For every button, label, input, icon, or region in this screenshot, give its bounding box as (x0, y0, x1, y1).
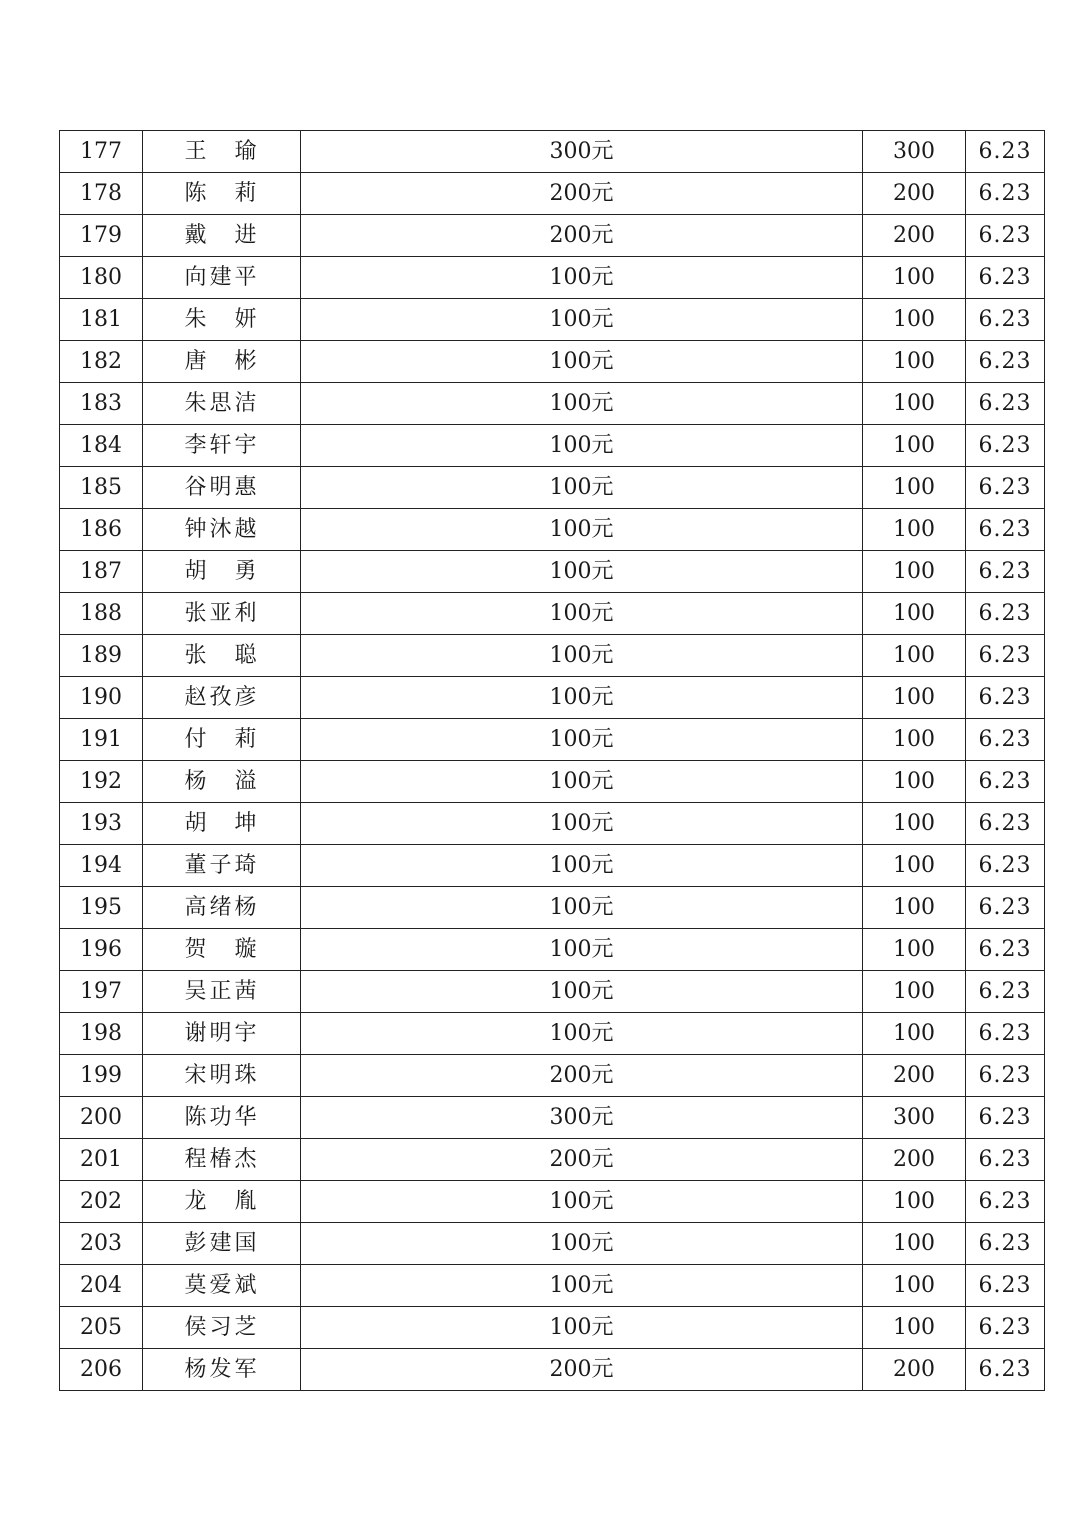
donor-name-cell (143, 971, 301, 1013)
donor-name: 张亚利 (184, 600, 259, 626)
donor-name: 谷明惠 (184, 474, 259, 500)
donation-date-cell: 6.23 (966, 341, 1045, 383)
donation-date-cell: 6.23 (966, 719, 1045, 761)
donor-name-cell (143, 593, 301, 635)
donation-amount-cell: 100 (863, 383, 966, 425)
donation-amount-cell: 200 (863, 1349, 966, 1391)
serial-number-cell: 194 (60, 845, 143, 887)
donation-amount-text-cell: 100元 (301, 635, 863, 677)
donation-amount-text-cell: 100元 (301, 551, 863, 593)
donor-name-cell (143, 887, 301, 929)
donor-name: 谢明宇 (184, 1020, 259, 1046)
donation-table (59, 130, 1045, 1391)
donor-name: 杨发军 (184, 1356, 259, 1382)
donor-name: 李轩宇 (184, 432, 259, 458)
table-row (60, 173, 1045, 215)
donation-amount-text-cell: 100元 (301, 467, 863, 509)
donor-name: 唐 彬 (184, 348, 259, 374)
table-row (60, 593, 1045, 635)
donation-amount-text-cell: 200元 (301, 1055, 863, 1097)
serial-number-cell: 190 (60, 677, 143, 719)
table-row (60, 215, 1045, 257)
donor-name: 陈功华 (184, 1104, 259, 1130)
donor-name-cell (143, 761, 301, 803)
donor-name-cell (143, 803, 301, 845)
donation-date-cell: 6.23 (966, 1013, 1045, 1055)
donor-name: 付 莉 (184, 726, 259, 752)
donor-name-cell (143, 845, 301, 887)
donation-amount-cell: 200 (863, 1139, 966, 1181)
donation-amount-cell: 100 (863, 677, 966, 719)
serial-number-cell: 181 (60, 299, 143, 341)
table-row (60, 971, 1045, 1013)
donation-amount-cell: 100 (863, 467, 966, 509)
donation-amount-cell: 100 (863, 425, 966, 467)
donation-date-cell: 6.23 (966, 677, 1045, 719)
serial-number-cell: 202 (60, 1181, 143, 1223)
donor-name: 戴 进 (184, 222, 259, 248)
donor-name-cell (143, 467, 301, 509)
donor-name: 侯习芝 (184, 1314, 259, 1340)
donation-amount-cell: 100 (863, 887, 966, 929)
donor-name-cell (143, 1265, 301, 1307)
serial-number-cell: 195 (60, 887, 143, 929)
table-row (60, 1097, 1045, 1139)
serial-number-cell: 178 (60, 173, 143, 215)
table-row (60, 761, 1045, 803)
donation-amount-text-cell: 100元 (301, 719, 863, 761)
serial-number-cell: 198 (60, 1013, 143, 1055)
donation-amount-cell: 100 (863, 1013, 966, 1055)
donor-name: 彭建国 (184, 1230, 259, 1256)
donation-amount-cell: 200 (863, 215, 966, 257)
donation-amount-text-cell: 100元 (301, 341, 863, 383)
serial-number-cell: 189 (60, 635, 143, 677)
donor-name-cell (143, 257, 301, 299)
serial-number-cell: 201 (60, 1139, 143, 1181)
table-row (60, 929, 1045, 971)
donation-amount-cell: 100 (863, 1181, 966, 1223)
donation-date-cell: 6.23 (966, 509, 1045, 551)
donation-amount-cell: 100 (863, 803, 966, 845)
donor-name: 王 瑜 (184, 138, 259, 164)
donation-date-cell: 6.23 (966, 1097, 1045, 1139)
donation-date-cell: 6.23 (966, 1055, 1045, 1097)
donation-date-cell: 6.23 (966, 467, 1045, 509)
table-row (60, 1055, 1045, 1097)
donation-amount-text-cell: 100元 (301, 509, 863, 551)
table-row (60, 1013, 1045, 1055)
donation-date-cell: 6.23 (966, 929, 1045, 971)
serial-number-cell: 193 (60, 803, 143, 845)
donation-amount-text-cell: 100元 (301, 1223, 863, 1265)
donation-amount-cell: 100 (863, 593, 966, 635)
donation-date-cell: 6.23 (966, 1139, 1045, 1181)
table-row (60, 887, 1045, 929)
table-row (60, 551, 1045, 593)
donor-name-cell (143, 635, 301, 677)
serial-number-cell: 204 (60, 1265, 143, 1307)
donation-amount-text-cell: 100元 (301, 593, 863, 635)
donation-amount-text-cell: 100元 (301, 887, 863, 929)
donor-name-cell (143, 1055, 301, 1097)
donor-name-cell (143, 215, 301, 257)
table-row (60, 845, 1045, 887)
serial-number-cell: 184 (60, 425, 143, 467)
serial-number-cell: 185 (60, 467, 143, 509)
donation-amount-text-cell: 300元 (301, 1097, 863, 1139)
serial-number-cell: 183 (60, 383, 143, 425)
serial-number-cell: 197 (60, 971, 143, 1013)
donor-name-cell (143, 929, 301, 971)
donation-amount-text-cell: 200元 (301, 173, 863, 215)
donation-amount-cell: 100 (863, 635, 966, 677)
donor-name: 陈 莉 (184, 180, 259, 206)
donation-date-cell: 6.23 (966, 257, 1045, 299)
table-row (60, 467, 1045, 509)
donor-name-cell (143, 551, 301, 593)
table-row (60, 719, 1045, 761)
donor-name: 朱思洁 (184, 390, 259, 416)
donation-date-cell: 6.23 (966, 887, 1045, 929)
donor-name: 董子琦 (184, 852, 259, 878)
donation-amount-text-cell: 200元 (301, 1139, 863, 1181)
donor-name-cell (143, 1097, 301, 1139)
donation-amount-cell: 100 (863, 929, 966, 971)
donation-amount-cell: 300 (863, 1097, 966, 1139)
donor-name-cell (143, 677, 301, 719)
donation-amount-cell: 100 (863, 845, 966, 887)
table-row (60, 1265, 1045, 1307)
donation-date-cell: 6.23 (966, 215, 1045, 257)
serial-number-cell: 180 (60, 257, 143, 299)
donation-date-cell: 6.23 (966, 383, 1045, 425)
donation-amount-text-cell: 100元 (301, 929, 863, 971)
donation-amount-text-cell: 100元 (301, 677, 863, 719)
donor-name: 莫爱斌 (184, 1272, 259, 1298)
donation-amount-cell: 100 (863, 551, 966, 593)
donation-amount-text-cell: 100元 (301, 425, 863, 467)
donation-amount-cell: 100 (863, 719, 966, 761)
table-row (60, 299, 1045, 341)
donation-amount-text-cell: 100元 (301, 1181, 863, 1223)
serial-number-cell: 192 (60, 761, 143, 803)
table-row (60, 341, 1045, 383)
donation-amount-text-cell: 200元 (301, 1349, 863, 1391)
donation-amount-cell: 100 (863, 971, 966, 1013)
table-row (60, 509, 1045, 551)
donation-amount-cell: 100 (863, 761, 966, 803)
donation-date-cell: 6.23 (966, 845, 1045, 887)
donation-date-cell: 6.23 (966, 1349, 1045, 1391)
table-row (60, 803, 1045, 845)
donation-amount-cell: 100 (863, 341, 966, 383)
donor-name-cell (143, 719, 301, 761)
donation-amount-text-cell: 100元 (301, 803, 863, 845)
serial-number-cell: 188 (60, 593, 143, 635)
serial-number-cell: 186 (60, 509, 143, 551)
donor-name: 赵孜彦 (184, 684, 259, 710)
donation-date-cell: 6.23 (966, 131, 1045, 173)
donation-table-body (60, 131, 1045, 1391)
serial-number-cell: 205 (60, 1307, 143, 1349)
donor-name: 高绪杨 (184, 894, 259, 920)
donation-amount-cell: 100 (863, 257, 966, 299)
serial-number-cell: 199 (60, 1055, 143, 1097)
donor-name-cell (143, 509, 301, 551)
table-row (60, 425, 1045, 467)
donor-name-cell (143, 1139, 301, 1181)
donor-name-cell (143, 425, 301, 467)
table-row (60, 677, 1045, 719)
table-row (60, 383, 1045, 425)
donation-amount-text-cell: 300元 (301, 131, 863, 173)
donor-name: 张 聪 (184, 642, 259, 668)
table-row (60, 131, 1045, 173)
donation-amount-cell: 200 (863, 173, 966, 215)
donation-date-cell: 6.23 (966, 299, 1045, 341)
donation-date-cell: 6.23 (966, 971, 1045, 1013)
donation-amount-cell: 100 (863, 1223, 966, 1265)
donor-name: 钟沐越 (184, 516, 259, 542)
donation-amount-text-cell: 100元 (301, 971, 863, 1013)
serial-number-cell: 187 (60, 551, 143, 593)
donor-name: 吴正茜 (184, 978, 259, 1004)
donor-name: 朱 妍 (184, 306, 259, 332)
donation-date-cell: 6.23 (966, 173, 1045, 215)
donation-amount-text-cell: 100元 (301, 257, 863, 299)
donor-name: 胡 坤 (184, 810, 259, 836)
serial-number-cell: 200 (60, 1097, 143, 1139)
donor-name: 向建平 (184, 264, 259, 290)
donation-date-cell: 6.23 (966, 551, 1045, 593)
donation-date-cell: 6.23 (966, 425, 1045, 467)
table-row (60, 1307, 1045, 1349)
table-row (60, 1139, 1045, 1181)
donation-amount-cell: 100 (863, 1307, 966, 1349)
donor-name-cell (143, 1013, 301, 1055)
serial-number-cell: 182 (60, 341, 143, 383)
donation-amount-text-cell: 100元 (301, 1307, 863, 1349)
donor-name-cell (143, 173, 301, 215)
donor-name-cell (143, 341, 301, 383)
donation-date-cell: 6.23 (966, 1181, 1045, 1223)
donation-amount-text-cell: 100元 (301, 845, 863, 887)
donor-name-cell (143, 131, 301, 173)
donation-amount-cell: 300 (863, 131, 966, 173)
donor-name-cell (143, 299, 301, 341)
serial-number-cell: 196 (60, 929, 143, 971)
donation-date-cell: 6.23 (966, 1265, 1045, 1307)
table-row (60, 635, 1045, 677)
serial-number-cell: 179 (60, 215, 143, 257)
table-row (60, 1181, 1045, 1223)
donor-name-cell (143, 1307, 301, 1349)
donor-name: 龙 胤 (184, 1188, 259, 1214)
donor-name: 胡 勇 (184, 558, 259, 584)
donation-amount-cell: 100 (863, 299, 966, 341)
donor-name: 宋明珠 (184, 1062, 259, 1088)
donation-amount-text-cell: 100元 (301, 761, 863, 803)
serial-number-cell: 177 (60, 131, 143, 173)
donation-date-cell: 6.23 (966, 593, 1045, 635)
donor-name: 程椿杰 (184, 1146, 259, 1172)
donation-amount-cell: 200 (863, 1055, 966, 1097)
donation-amount-text-cell: 100元 (301, 1013, 863, 1055)
donor-name: 贺 璇 (184, 936, 259, 962)
donor-name-cell (143, 1349, 301, 1391)
donation-date-cell: 6.23 (966, 1223, 1045, 1265)
donation-date-cell: 6.23 (966, 1307, 1045, 1349)
table-row (60, 1349, 1045, 1391)
serial-number-cell: 206 (60, 1349, 143, 1391)
donor-name: 杨 溢 (184, 768, 259, 794)
table-row (60, 257, 1045, 299)
serial-number-cell: 203 (60, 1223, 143, 1265)
donation-amount-text-cell: 100元 (301, 383, 863, 425)
donation-amount-cell: 100 (863, 1265, 966, 1307)
table-row (60, 1223, 1045, 1265)
donor-name-cell (143, 383, 301, 425)
serial-number-cell: 191 (60, 719, 143, 761)
donor-name-cell (143, 1223, 301, 1265)
donor-name-cell (143, 1181, 301, 1223)
donation-date-cell: 6.23 (966, 635, 1045, 677)
donation-amount-text-cell: 200元 (301, 215, 863, 257)
donation-amount-text-cell: 100元 (301, 1265, 863, 1307)
donation-amount-text-cell: 100元 (301, 299, 863, 341)
donation-date-cell: 6.23 (966, 761, 1045, 803)
donation-amount-cell: 100 (863, 509, 966, 551)
donation-date-cell: 6.23 (966, 803, 1045, 845)
